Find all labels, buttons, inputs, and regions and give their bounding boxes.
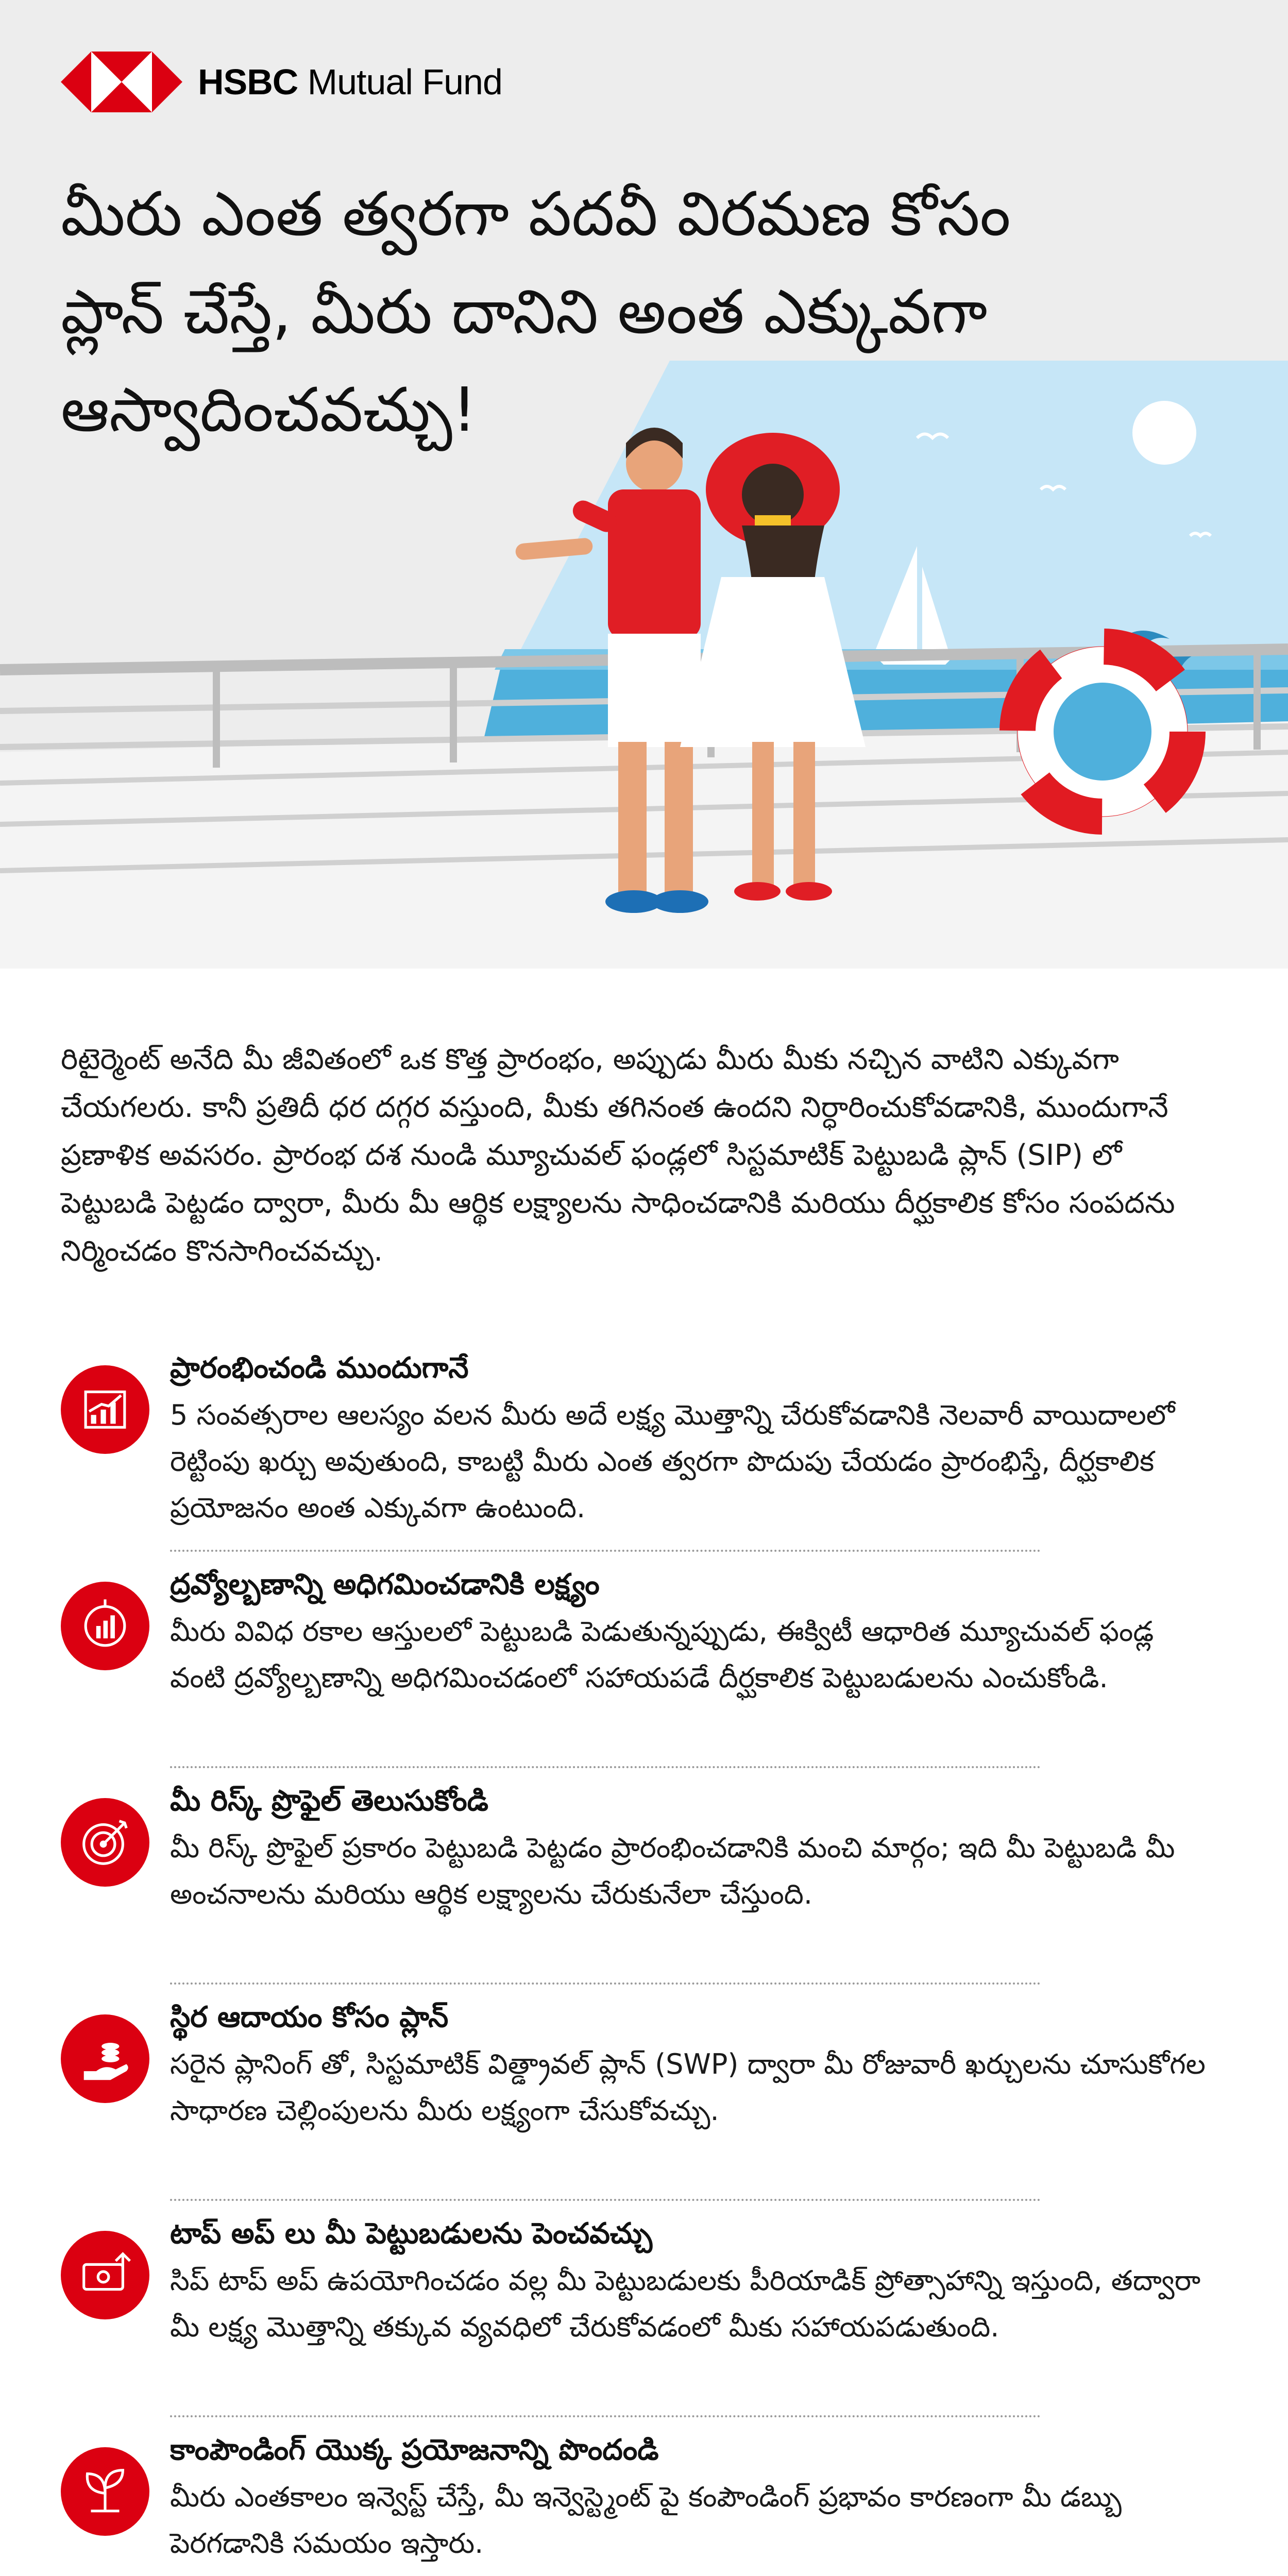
intro-paragraph: రిటైర్మెంట్ అనేది మీ జీవితంలో ఒక కొత్త ప్రారంభం, అప్పుడు మీరు మీకు నచ్చిన వాటిని ఎక్కువగా చేయగలరు. కానీ ప్రతిదీ ధర దగ్గర వస్తుంది, మీకు తగినంత ఉందని నిర్ధారించుకోవడానికి, ముందుగానే ప్రణాళిక అవసరం. ప్రారంభ దశ నుండి మ్యూచువల్ ఫండ్లలో సిస్టమాటిక్ పెట్టుబడి ప్లాన్ (SIP) లో పెట్టుబడి పెట్టడం ద్వారా, మీరు మీ ఆర్థిక లక్ష్యాలను సాధించడానికి మరియు దీర్ఘకాలిక కోసం సంపదను నిర్మించడం కొనసాగించవచ్చు. [61,1043,1175,1268]
tips-list [61,1345,1210,2576]
divider [170,1766,1041,1768]
hsbc-hexagon-icon [61,52,182,112]
sun [1132,401,1196,465]
top-up-icon [61,2231,149,2319]
tip-fixed-income [61,1994,1210,2210]
headline-line-1: మీరు ఎంత త్వరగా పదవీ విరమణ కోసం [61,178,1011,249]
tip-body: సరైన ప్లానింగ్ తో, సిస్టమాటిక్ విత్డ్రావల్ ప్లాన్ (SWP) ద్వారా మీ రోజువారీ ఖర్చులను చూసుకోగల సాధారణ చెల్లింపులను మీరు లక్ష్యంగా చేసుకోవచ్చు. [170,2048,1206,2127]
tip-title: కాంపౌండింగ్ యొక్క ప్రయోజనాన్ని పొందండి [170,2433,659,2467]
divider [170,1982,1041,1985]
tip-body: మీరు ఎంతకాలం ఇన్వెస్ట్ చేస్తే, మీ ఇన్వెస్ట్మెంట్ పై కంపౌండింగ్ ప్రభావం కారణంగా మీ డబ్బు పెరగడానికి సమయం ఇస్తారు. [170,2481,1122,2560]
tip-beat-inflation [61,1561,1210,1777]
divider [170,2199,1041,2201]
tip-title: ప్రారంభించండి ముందుగానే [170,1351,469,1385]
target-icon [61,1798,149,1887]
tip-title: మీ రిస్క్ ప్రొఫైల్ తెలుసుకోండి [170,1784,489,1818]
plant-growth-icon [61,2447,149,2536]
tip-start-early [61,1345,1210,1561]
tip-body: మీ రిస్క్ ప్రొఫైల్ ప్రకారం పెట్టుబడి పెట్టడం ప్రారంభించడానికి మంచి మార్గం; ఇది మీ పెట్టుబడి మీ అంచనాలను మరియు ఆర్థిక లక్ష్యాలను చేరుకునేలా చేస్తుంది. [170,1832,1175,1910]
hero-banner [0,0,1288,969]
divider [170,2415,1041,2417]
inflation-chart-icon [61,1582,149,1670]
tip-top-ups [61,2210,1210,2427]
tip-title: స్థిర ఆదాయం కోసం ప్లాన్ [170,2001,449,2034]
tip-body: 5 సంవత్సరాల ఆలస్యం వలన మీరు అదే లక్ష్య మొత్తాన్ని చేరుకోవడానికి నెలవారీ వాయిదాలలో రెట్టింపు ఖర్చు అవుతుంది, కాబట్టి మీరు ఎంత త్వరగా పొదుపు చేయడం ప్రారంభిస్తే, దీర్ఘకాలిక ప్రయోజనం అంత ఎక్కువగా ఉంటుంది. [170,1399,1175,1524]
hand-coins-icon [61,2014,149,2103]
growth-chart-icon [61,1365,149,1454]
hsbc-logo[interactable] [61,52,502,112]
tip-body: సిప్ టాప్ అప్ ఉపయోగించడం వల్ల మీ పెట్టుబడులకు పీరియాడిక్ ప్రోత్సాహాన్ని ఇస్తుంది, తద్వారా మీ లక్ష్య మొత్తాన్ని తక్కువ వ్యవధిలో చేరుకోవడంలో మీకు సహాయపడుతుంది. [170,2264,1201,2343]
divider [170,1550,1041,1552]
tip-title: ద్రవ్యోల్బణాన్ని అధిగమించడానికి లక్ష్యం [170,1568,600,1601]
tip-compounding [61,2427,1210,2576]
retirement-cruise-illustration [0,361,1288,969]
lifebuoy [1018,647,1188,817]
brand-name: HSBC Mutual Fund [198,62,502,102]
tip-body: మీరు వివిధ రకాల ఆస్తులలో పెట్టుబడి పెడుతున్నప్పుడు, ఈక్విటీ ఆధారిత మ్యూచువల్ ఫండ్ల వంటి ద్రవ్యోల్బణాన్ని అధిగమించడంలో సహాయపడే దీర్ఘకాలిక పెట్టుబడులను ఎంచుకోండి. [170,1615,1154,1694]
headline-line-2: ప్లాన్ చేస్తే, మీరు దానిని అంత ఎక్కువగా [61,276,988,347]
tip-title: టాప్ అప్ లు మీ పెట్టుబడులను పెంచవచ్చు [170,2217,653,2250]
tip-risk-profile [61,1777,1210,1994]
headline-line-3: ఆస్వాదించవచ్చు! [61,374,477,445]
